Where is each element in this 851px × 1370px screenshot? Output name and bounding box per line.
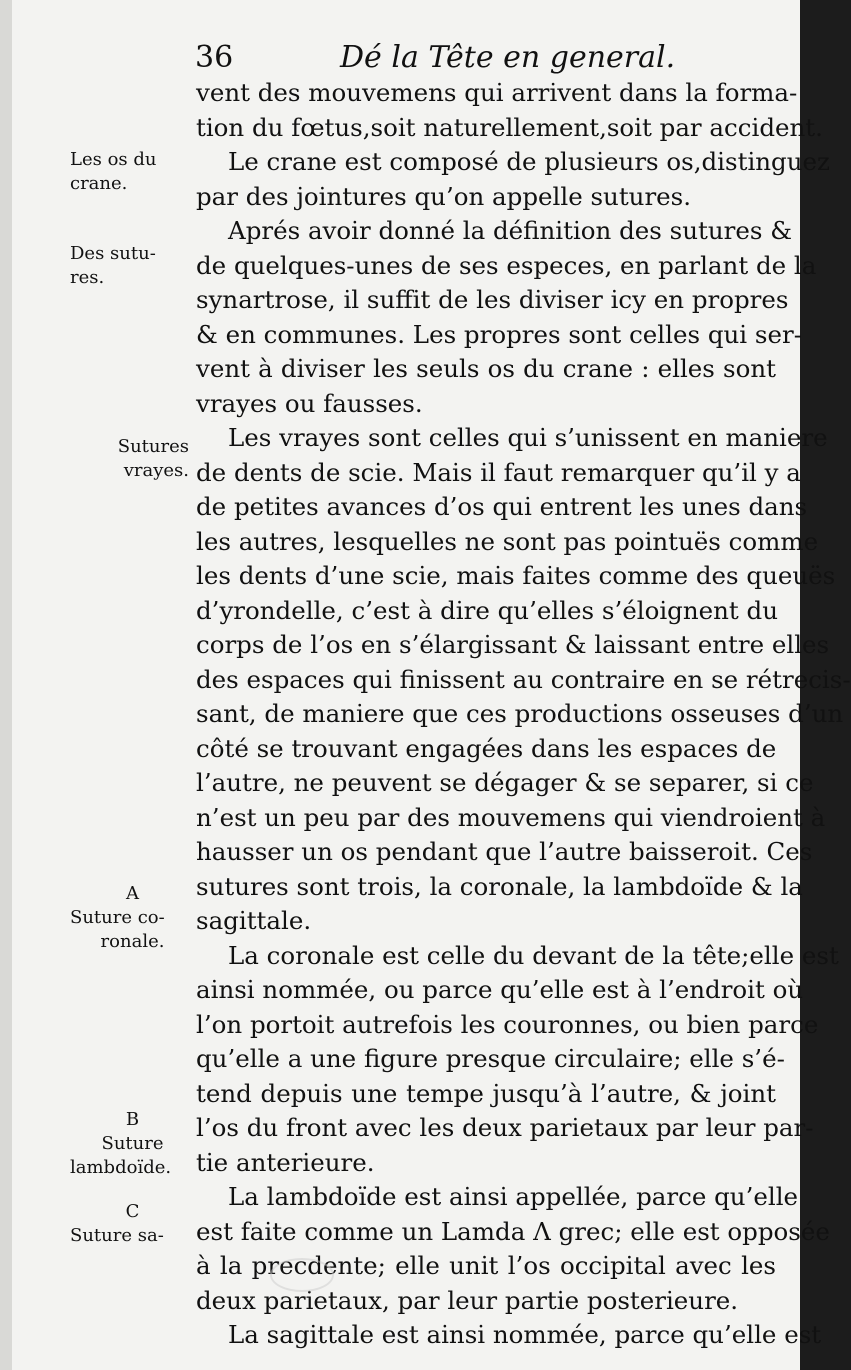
text-line: sutures sont trois, la coronale, la lambdoïde & la	[196, 871, 803, 901]
margin-note-os-crane	[70, 148, 195, 196]
text-line: les dents d’une scie, mais faites comme des queuës	[196, 561, 836, 590]
text-line: l’on portoit autrefois les couronnes, ou bien parce	[196, 1009, 819, 1039]
text-line: à la precdente; elle unit l’os occipital avec les	[196, 1251, 776, 1280]
text-line: de quelques-unes de ses especes, en parlant de la	[196, 250, 817, 280]
text-line: deux parietaux, par leur partie posterieure.	[196, 1285, 739, 1315]
text-line: tie anterieure.	[196, 1147, 375, 1177]
running-title: Dé la Tête en general.	[340, 40, 676, 75]
body-text	[196, 76, 851, 1353]
margin-note-line: lambdoïde.	[70, 1157, 172, 1178]
margin-note-line: Des sutu-	[70, 243, 156, 264]
margin-note-lambdoide	[70, 1108, 195, 1180]
text-line: l’os du front avec les deux parietaux par leur par-	[196, 1113, 814, 1142]
text-line: Le crane est composé de plusieurs os,distinguez	[228, 147, 830, 176]
margin-note-line: Les os du	[70, 149, 157, 170]
ink-smudge	[270, 1258, 334, 1292]
page-header	[195, 40, 775, 80]
text-line: vent à diviser les seuls os du crane : elles sont	[196, 354, 776, 383]
text-line: ainsi nommée, ou parce qu’elle est à l’endroit où	[196, 975, 804, 1004]
margin-note-line: Suture co-	[70, 907, 165, 928]
text-line: qu’elle a une figure presque circulaire; elle s’é-	[196, 1044, 785, 1073]
text-line: La sagittale est ainsi nommée, parce qu’elle est	[228, 1320, 822, 1349]
text-line: d’yrondelle, c’est à dire qu’elles s’éloignent du	[196, 595, 779, 625]
text-line: Aprés avoir donné la définition des sutures &	[228, 216, 793, 245]
text-line: tion du fœtus,soit naturellement,soit par accident.	[196, 112, 823, 142]
margin-note-line: res.	[70, 267, 105, 288]
text-line: tend depuis une tempe jusqu’à l’autre, & joint	[196, 1078, 776, 1108]
margin-note-line: Suture sa-	[70, 1225, 164, 1246]
margin-note-coronale	[70, 882, 195, 954]
margin-note-vrayes	[70, 435, 195, 483]
text-line: vent des mouvemens qui arrivent dans la forma-	[196, 78, 798, 107]
text-line: & en communes. Les propres sont celles qui ser-	[196, 319, 802, 349]
margin-note-line: ronale.	[100, 931, 165, 952]
text-line: corps de l’os en s’élargissant & laissant entre elles	[196, 630, 830, 659]
margin-note-sagittale	[70, 1200, 195, 1248]
page-number: 36	[195, 40, 234, 75]
margin-note-letter: B	[125, 1109, 140, 1130]
margin-note-line: Suture	[101, 1133, 164, 1154]
text-line: vrayes ou fausses.	[196, 388, 423, 418]
margin-note-letter: A	[126, 883, 139, 904]
margin-note-sutures	[70, 242, 195, 290]
text-line: l’autre, ne peuvent se dégager & se separer, si ce	[196, 768, 814, 797]
text-line: hausser un os pendant que l’autre baisseroit. Ces	[196, 837, 813, 866]
page-edge	[0, 0, 12, 1370]
text-line: n’est un peu par des mouvemens qui viendroient à	[196, 802, 826, 832]
text-line: sant, de maniere que ces productions osseuses d’un	[196, 699, 844, 728]
text-line: par des jointures qu’on appelle sutures.	[196, 181, 692, 211]
text-line: La lambdoïde est ainsi appellée, parce qu’elle	[228, 1182, 799, 1211]
text-line: Les vrayes sont celles qui s’unissent en maniere	[228, 423, 828, 452]
margin-note-line: Sutures	[117, 436, 189, 457]
text-line: de petites avances d’os qui entrent les unes dans	[196, 492, 808, 521]
text-line: synartrose, il suffit de les diviser icy en propres	[196, 285, 789, 314]
text-line: La coronale est celle du devant de la tête;elle est	[228, 940, 839, 970]
text-line: de dents de scie. Mais il faut remarquer qu’il y a	[196, 457, 801, 487]
margin-note-line: crane.	[70, 173, 128, 194]
text-line: les autres, lesquelles ne sont pas pointuës comme	[196, 526, 819, 556]
text-line: est faite comme un Lamda Λ grec; elle est opposée	[196, 1216, 830, 1246]
text-line: sagittale.	[196, 906, 312, 935]
margin-note-line: vrayes.	[123, 460, 189, 481]
text-line: des espaces qui finissent au contraire en se rétrecis-	[196, 664, 851, 694]
margin-note-letter: C	[125, 1201, 140, 1222]
text-line: côté se trouvant engagées dans les espaces de	[196, 733, 777, 763]
